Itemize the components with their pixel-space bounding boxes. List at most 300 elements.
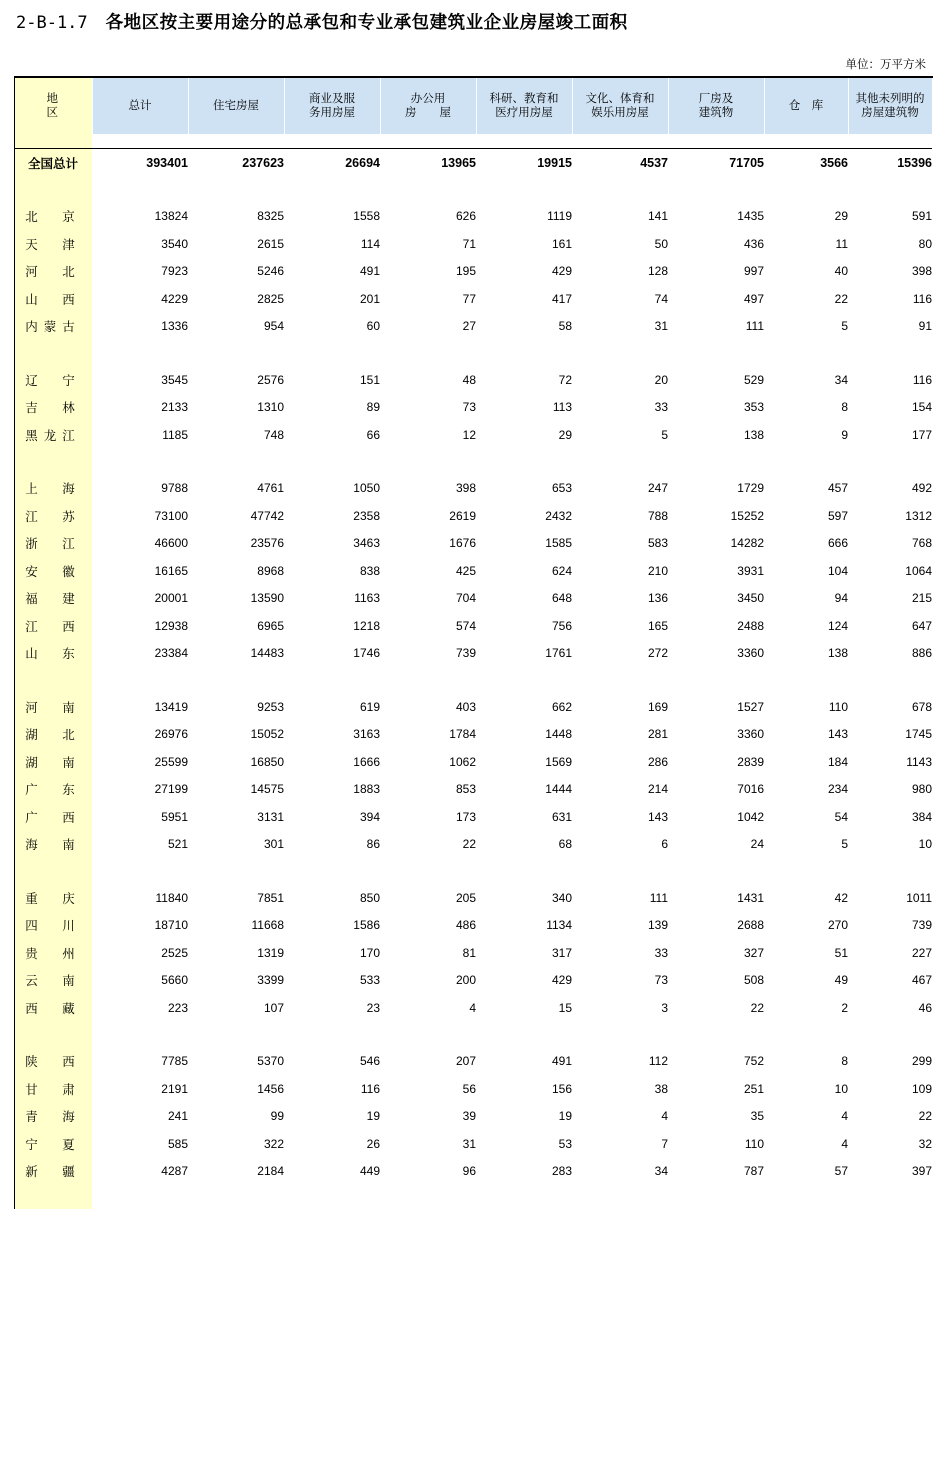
table-row <box>14 230 932 258</box>
row-value: 94 <box>834 591 848 606</box>
row-value: 11668 <box>251 918 284 933</box>
spacer-cell <box>14 449 92 475</box>
row-value: 22 <box>918 1109 932 1124</box>
column-header-other-line1: 其他未列明的 <box>855 93 925 105</box>
column-header-research-line1: 科研、教育和 <box>489 93 559 105</box>
row-value: 521 <box>167 837 188 852</box>
row-value: 47742 <box>250 508 284 523</box>
row-value: 1444 <box>545 782 572 797</box>
spacer-cell <box>848 1022 932 1048</box>
row-value: 141 <box>647 209 668 224</box>
row-value: 619 <box>359 699 380 714</box>
table-row <box>14 421 932 449</box>
table-row <box>14 394 932 422</box>
spacer-cell <box>476 134 572 149</box>
row-value: 116 <box>360 1081 380 1096</box>
row-value: 1527 <box>737 699 764 714</box>
row-value: 5 <box>841 319 848 334</box>
row-value: 34 <box>654 1164 668 1179</box>
column-header-culture-line1: 文化、体育和 <box>585 93 655 105</box>
row-region-label: 贵 州 <box>14 939 92 967</box>
row-value: 173 <box>455 809 476 824</box>
spacer-cell <box>14 1022 92 1048</box>
table-row <box>14 1158 932 1186</box>
row-value: 4761 <box>257 481 284 496</box>
row-value: 270 <box>827 918 848 933</box>
row-value: 2576 <box>257 372 284 387</box>
row-value: 56 <box>462 1081 476 1096</box>
row-value: 39 <box>462 1109 476 1124</box>
spacer-cell <box>764 177 848 203</box>
row-value: 1729 <box>737 481 764 496</box>
row-value: 491 <box>551 1054 572 1069</box>
spacer-cell <box>380 858 476 884</box>
row-region-label: 重 庆 <box>14 884 92 912</box>
row-value: 2 <box>841 1000 848 1015</box>
row-value: 1218 <box>353 618 380 633</box>
row-value: 156 <box>551 1081 572 1096</box>
row-value: 22 <box>834 291 848 306</box>
row-value: 31 <box>462 1136 476 1151</box>
spacer-cell <box>380 177 476 203</box>
row-value: 533 <box>359 973 380 988</box>
row-value: 631 <box>551 809 572 824</box>
row-value: 40 <box>834 264 848 279</box>
spacer-cell <box>92 858 188 884</box>
row-value: 1319 <box>257 945 284 960</box>
row-value: 227 <box>911 945 932 960</box>
row-value: 23384 <box>154 646 188 661</box>
table-title: 各地区按主要用途分的总承包和专业承包建筑业企业房屋竣工面积 <box>105 12 628 32</box>
row-value: 113 <box>552 400 572 415</box>
row-value: 497 <box>743 291 764 306</box>
row-value: 850 <box>359 890 380 905</box>
row-value: 215 <box>911 591 932 606</box>
row-value: 177 <box>911 427 932 442</box>
row-value: 161 <box>551 236 572 251</box>
row-value: 1310 <box>257 400 284 415</box>
spacer-cell <box>380 340 476 366</box>
row-value: 29 <box>834 209 848 224</box>
row-region-label: 江 苏 <box>14 502 92 530</box>
row-value: 3540 <box>161 236 188 251</box>
row-value: 508 <box>743 973 764 988</box>
row-value: 169 <box>647 699 668 714</box>
table-row <box>14 748 932 776</box>
row-value: 73 <box>654 973 668 988</box>
spacer-cell <box>188 1022 284 1048</box>
row-value: 2688 <box>737 918 764 933</box>
row-value: 53 <box>558 1136 572 1151</box>
row-value: 281 <box>647 727 668 742</box>
row-value: 25599 <box>154 754 188 769</box>
row-value: 15396 <box>848 149 932 177</box>
row-value: 393401 <box>92 149 188 177</box>
row-value: 429 <box>551 973 572 988</box>
row-value: 96 <box>462 1164 476 1179</box>
row-value: 237623 <box>188 149 284 177</box>
spacer-cell <box>476 858 572 884</box>
row-value: 1143 <box>906 754 932 769</box>
row-value: 397 <box>911 1164 932 1179</box>
row-value: 425 <box>455 563 476 578</box>
row-value: 223 <box>167 1000 188 1015</box>
row-value: 60 <box>366 319 380 334</box>
spacer-cell <box>476 449 572 475</box>
row-value: 7851 <box>257 890 284 905</box>
row-value: 86 <box>366 837 380 852</box>
row-value: 4287 <box>161 1164 188 1179</box>
group-spacer <box>14 340 932 366</box>
row-value: 116 <box>912 372 932 387</box>
spacer-cell <box>572 134 668 149</box>
group-spacer <box>14 1022 932 1048</box>
group-spacer <box>14 858 932 884</box>
column-header-culture-line2: 娱乐用房屋 <box>591 107 649 119</box>
table-row <box>14 285 932 313</box>
row-value: 80 <box>918 236 932 251</box>
group-spacer <box>14 134 932 149</box>
spacer-cell <box>14 667 92 693</box>
row-value: 768 <box>911 536 932 551</box>
row-value: 3463 <box>353 536 380 551</box>
spacer-cell <box>284 1022 380 1048</box>
row-value: 138 <box>827 646 848 661</box>
spacer-cell <box>572 1185 668 1209</box>
row-value: 340 <box>551 890 572 905</box>
spacer-cell <box>92 1022 188 1048</box>
row-value: 626 <box>455 209 476 224</box>
spacer-cell <box>848 134 932 149</box>
row-region-label: 河 北 <box>14 258 92 286</box>
row-value: 756 <box>551 618 572 633</box>
row-value: 3163 <box>353 727 380 742</box>
row-value: 91 <box>918 319 932 334</box>
row-region-label: 辽 宁 <box>14 366 92 394</box>
row-value: 3545 <box>161 372 188 387</box>
row-value: 26694 <box>284 149 380 177</box>
spacer-cell <box>668 667 764 693</box>
row-value: 19915 <box>476 149 572 177</box>
row-value: 2825 <box>257 291 284 306</box>
row-value: 1666 <box>353 754 380 769</box>
spacer-cell <box>764 449 848 475</box>
spacer-cell <box>764 340 848 366</box>
row-value: 20 <box>654 372 668 387</box>
national-total-row <box>14 149 932 177</box>
spacer-cell <box>764 858 848 884</box>
row-value: 33 <box>654 400 668 415</box>
row-region-label: 上 海 <box>14 475 92 503</box>
row-value: 29 <box>558 427 572 442</box>
row-value: 301 <box>263 837 284 852</box>
row-value: 398 <box>455 481 476 496</box>
row-value: 8968 <box>257 563 284 578</box>
table-row <box>14 693 932 721</box>
row-value: 20001 <box>154 591 188 606</box>
row-value: 48 <box>462 372 476 387</box>
spacer-cell <box>572 667 668 693</box>
row-value: 4 <box>841 1109 848 1124</box>
row-value: 114 <box>360 236 380 251</box>
row-value: 32 <box>918 1136 932 1151</box>
spacer-cell <box>380 1022 476 1048</box>
spacer-cell <box>572 1022 668 1048</box>
column-header-research-line2: 医疗用房屋 <box>495 107 553 119</box>
row-value: 3360 <box>737 727 764 742</box>
row-value: 662 <box>551 699 572 714</box>
row-value: 54 <box>834 809 848 824</box>
row-region-label: 福 建 <box>14 585 92 613</box>
row-value: 110 <box>828 699 848 714</box>
column-header-residential-line1: 住宅房屋 <box>213 100 259 112</box>
row-value: 247 <box>647 481 668 496</box>
row-value: 2432 <box>545 508 572 523</box>
row-value: 2525 <box>161 945 188 960</box>
row-value: 1312 <box>905 508 932 523</box>
group-spacer <box>14 449 932 475</box>
spacer-cell <box>764 667 848 693</box>
spacer-cell <box>476 1185 572 1209</box>
row-value: 35 <box>750 1109 764 1124</box>
row-value: 1746 <box>353 646 380 661</box>
row-region-label: 广 东 <box>14 776 92 804</box>
header-row <box>14 77 932 134</box>
row-value: 2133 <box>161 400 188 415</box>
table-row <box>14 721 932 749</box>
spacer-cell <box>92 340 188 366</box>
spacer-cell <box>188 858 284 884</box>
row-value: 109 <box>911 1081 932 1096</box>
row-value: 74 <box>654 291 668 306</box>
spacer-cell <box>380 134 476 149</box>
row-value: 1883 <box>353 782 380 797</box>
row-value: 529 <box>743 372 764 387</box>
table-row <box>14 557 932 585</box>
spacer-cell <box>572 449 668 475</box>
row-value: 57 <box>834 1164 848 1179</box>
column-header-office <box>380 77 476 134</box>
row-value: 4229 <box>161 291 188 306</box>
row-value: 5246 <box>257 264 284 279</box>
row-value: 1586 <box>353 918 380 933</box>
spacer-cell <box>188 340 284 366</box>
row-value: 89 <box>366 400 380 415</box>
row-region-label: 海 南 <box>14 831 92 859</box>
spacer-cell <box>380 1185 476 1209</box>
row-value: 1185 <box>162 427 188 442</box>
spacer-cell <box>284 177 380 203</box>
table-row <box>14 967 932 995</box>
row-region-label: 山 东 <box>14 640 92 668</box>
row-value: 7 <box>661 1136 668 1151</box>
row-value: 5370 <box>257 1054 284 1069</box>
row-value: 591 <box>911 209 932 224</box>
row-region-label: 西 藏 <box>14 994 92 1022</box>
row-value: 13965 <box>380 149 476 177</box>
row-value: 205 <box>455 890 476 905</box>
row-value: 15 <box>558 1000 572 1015</box>
row-value: 2839 <box>737 754 764 769</box>
row-value: 417 <box>551 291 572 306</box>
row-value: 46 <box>918 1000 932 1015</box>
column-header-culture-sports <box>572 77 668 134</box>
row-value: 111 <box>649 890 668 905</box>
row-region-label: 黑龙江 <box>14 421 92 449</box>
row-value: 585 <box>167 1136 188 1151</box>
table-row <box>14 502 932 530</box>
row-value: 5660 <box>161 973 188 988</box>
row-value: 15052 <box>250 727 284 742</box>
column-header-factory-line1: 厂房及 <box>698 93 734 105</box>
row-region-label: 四 川 <box>14 912 92 940</box>
spacer-cell <box>764 1022 848 1048</box>
row-value: 666 <box>827 536 848 551</box>
row-value: 648 <box>551 591 572 606</box>
row-value: 81 <box>462 945 476 960</box>
row-value: 1585 <box>545 536 572 551</box>
spacer-cell <box>188 667 284 693</box>
table-row <box>14 258 932 286</box>
spacer-cell <box>572 177 668 203</box>
row-value: 165 <box>647 618 668 633</box>
row-value: 154 <box>911 400 932 415</box>
row-value: 10 <box>918 837 932 852</box>
spacer-cell <box>848 340 932 366</box>
row-value: 23576 <box>250 536 284 551</box>
spacer-cell <box>572 858 668 884</box>
row-value: 38 <box>654 1081 668 1096</box>
row-value: 1042 <box>737 809 764 824</box>
spacer-cell <box>284 340 380 366</box>
row-value: 143 <box>827 727 848 742</box>
unit-label: 单位：万平方米 <box>845 59 926 71</box>
table-row <box>14 585 932 613</box>
spacer-cell <box>668 1022 764 1048</box>
table-code: 2-B-1.7 <box>16 13 88 33</box>
row-region-label: 吉 林 <box>14 394 92 422</box>
row-value: 18710 <box>154 918 188 933</box>
row-value: 2358 <box>353 508 380 523</box>
row-value: 1569 <box>545 754 572 769</box>
row-value: 2488 <box>737 618 764 633</box>
row-value: 6965 <box>257 618 284 633</box>
row-value: 704 <box>455 591 476 606</box>
row-value: 200 <box>455 973 476 988</box>
row-value: 14282 <box>730 536 764 551</box>
row-value: 26976 <box>154 727 188 742</box>
row-value: 3566 <box>764 149 848 177</box>
group-spacer <box>14 667 932 693</box>
spacer-cell <box>188 134 284 149</box>
table-header <box>14 77 932 134</box>
row-value: 66 <box>366 427 380 442</box>
row-value: 954 <box>263 319 284 334</box>
row-value: 467 <box>911 973 932 988</box>
row-value: 2619 <box>449 508 476 523</box>
row-value: 2615 <box>257 236 284 251</box>
table-row <box>14 884 932 912</box>
row-value: 583 <box>647 536 668 551</box>
table-row <box>14 803 932 831</box>
spacer-cell <box>92 667 188 693</box>
row-value: 272 <box>647 646 668 661</box>
row-value: 16165 <box>154 563 188 578</box>
row-value: 51 <box>834 945 848 960</box>
row-value: 128 <box>647 264 668 279</box>
row-value: 3450 <box>737 591 764 606</box>
row-value: 50 <box>654 236 668 251</box>
row-value: 788 <box>647 508 668 523</box>
spacer-cell <box>92 449 188 475</box>
row-value: 11840 <box>155 890 188 905</box>
row-value: 739 <box>455 646 476 661</box>
row-region-label: 广 西 <box>14 803 92 831</box>
spacer-cell <box>848 667 932 693</box>
row-value: 4 <box>661 1109 668 1124</box>
spacer-cell <box>848 449 932 475</box>
row-value: 1676 <box>449 536 476 551</box>
row-value: 752 <box>743 1054 764 1069</box>
row-value: 24 <box>750 837 764 852</box>
spacer-cell <box>14 177 92 203</box>
table-row <box>14 1048 932 1076</box>
spacer-cell <box>572 340 668 366</box>
column-header-region-label: 地 区 <box>46 93 99 119</box>
row-value: 1062 <box>449 754 476 769</box>
row-value: 8325 <box>257 209 284 224</box>
row-value: 624 <box>551 563 572 578</box>
row-value: 1745 <box>905 727 932 742</box>
row-region-label: 甘 肃 <box>14 1075 92 1103</box>
spacer-cell <box>668 177 764 203</box>
spacer-cell <box>764 1185 848 1209</box>
row-value: 207 <box>455 1054 476 1069</box>
table-container <box>14 76 932 1209</box>
row-value: 3360 <box>737 646 764 661</box>
row-value: 1784 <box>449 727 476 742</box>
row-value: 31 <box>654 319 668 334</box>
spacer-cell <box>14 340 92 366</box>
row-region-label: 宁 夏 <box>14 1130 92 1158</box>
spacer-cell <box>848 858 932 884</box>
row-value: 42 <box>834 890 848 905</box>
spacer-cell <box>764 134 848 149</box>
row-value: 286 <box>647 754 668 769</box>
row-value: 3131 <box>257 809 284 824</box>
row-value: 201 <box>359 291 380 306</box>
row-value: 33 <box>654 945 668 960</box>
spacer-cell <box>14 134 92 149</box>
row-value: 403 <box>455 699 476 714</box>
row-value: 1163 <box>354 591 380 606</box>
spacer-cell <box>188 449 284 475</box>
spacer-cell <box>668 1185 764 1209</box>
row-value: 1431 <box>737 890 764 905</box>
row-region-label: 青 海 <box>14 1103 92 1131</box>
row-region-label: 浙 江 <box>14 530 92 558</box>
row-value: 8 <box>841 400 848 415</box>
column-header-commercial-line1: 商业及服 <box>309 93 355 105</box>
row-value: 104 <box>827 563 848 578</box>
row-region-label: 湖 南 <box>14 748 92 776</box>
row-region-label: 江 西 <box>14 612 92 640</box>
column-header-residential <box>188 77 284 134</box>
table-row <box>14 475 932 503</box>
table-row <box>14 530 932 558</box>
row-value: 11 <box>835 236 848 251</box>
column-header-research-edu-medical <box>476 77 572 134</box>
